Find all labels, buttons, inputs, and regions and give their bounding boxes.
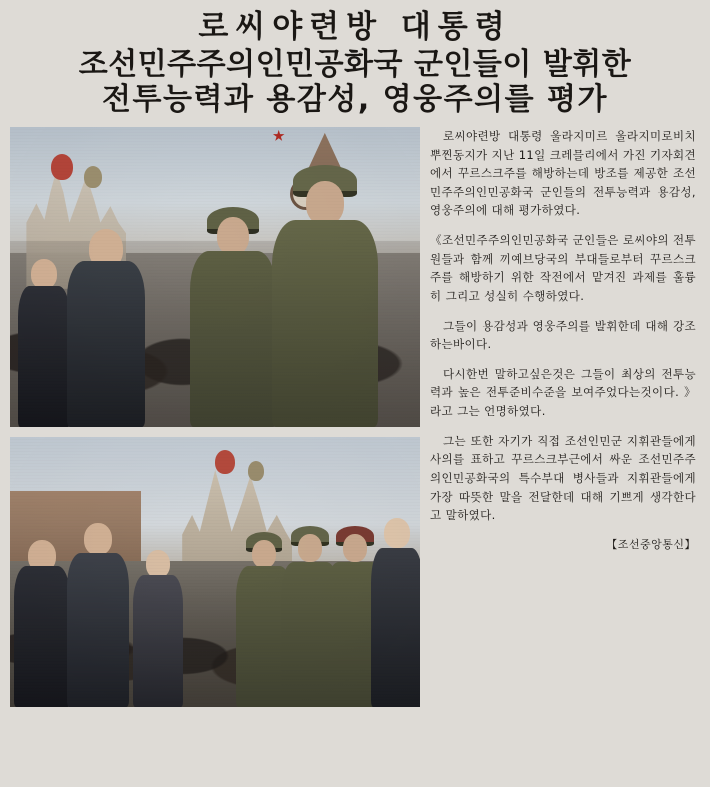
cathedral-dome-icon: [84, 166, 102, 188]
attendee-figure: [67, 523, 129, 707]
photo-column: [10, 127, 420, 707]
cathedral-dome-icon: [215, 450, 235, 474]
officer-figure: [190, 217, 276, 427]
photo-officers-line-red-square: [10, 437, 420, 707]
headline-line-2: 조선민주주의인민공화국 군인들이 발휘한: [78, 46, 632, 82]
article-paragraph: 로씨야련방 대통령 울라지미르 울라지미로비치 뿌찐동지가 지난 11일 크레믈리에서 가진 기자회견에서 꾸르스크주를 해방하는데 방조를 제공한 조선민주주의인민공화국 군인들의 전투능력과 용감성, 영웅주의에 대해 평가하였다.: [430, 128, 696, 218]
putin-figure: [67, 229, 145, 427]
article-paragraph: 그는 또한 자기가 직접 조선인민군 지휘관들에게 사의를 표하고 꾸르스크부근에서 싸운 조선민주주의인민공화국의 특수부대 병사들과 지휘관들에게 가장 따뜻한 말을 전달한데 대해 기쁘게 생각한다고 말하였다.: [430, 433, 696, 523]
headline-line-3: 전투능력과 용감성, 영웅주의를 평가: [102, 82, 608, 118]
photo-putin-greets-officers: [10, 127, 420, 427]
article-paragraph: 다시한번 말하고싶은것은 그들이 최상의 전투능력과 높은 전투준비수준을 보여주었다는것이다. 》라고 그는 언명하였다.: [430, 366, 696, 419]
article-body: [0, 121, 710, 707]
attendee-figure: [371, 518, 420, 707]
bodyguard-figure: [18, 259, 70, 427]
cathedral-dome-icon: [248, 461, 264, 481]
article-paragraph: 《조선민주주의인민공화국 군인들은 로씨야의 전투원들과 함께 끼예브당국의 부대들로부터 꾸르스크주를 해방하기 위한 작전에서 맡겨진 과제를 훌륭히 그리고 성실히 수행하였다.: [430, 233, 696, 303]
attendee-figure: [133, 550, 183, 707]
article-text-column: [430, 127, 700, 707]
attendee-figure: [14, 540, 70, 707]
cathedral-dome-icon: [51, 154, 73, 180]
article-credit: 【조선중앙통신】: [606, 537, 696, 551]
article-paragraph: 그들이 용감성과 영웅주의를 발휘한데 대해 강조하는바이다.: [430, 318, 696, 352]
officer-figure: [272, 181, 378, 427]
page-title: [0, 0, 710, 121]
headline-line-1: 로씨야련방 대통령: [198, 9, 512, 45]
